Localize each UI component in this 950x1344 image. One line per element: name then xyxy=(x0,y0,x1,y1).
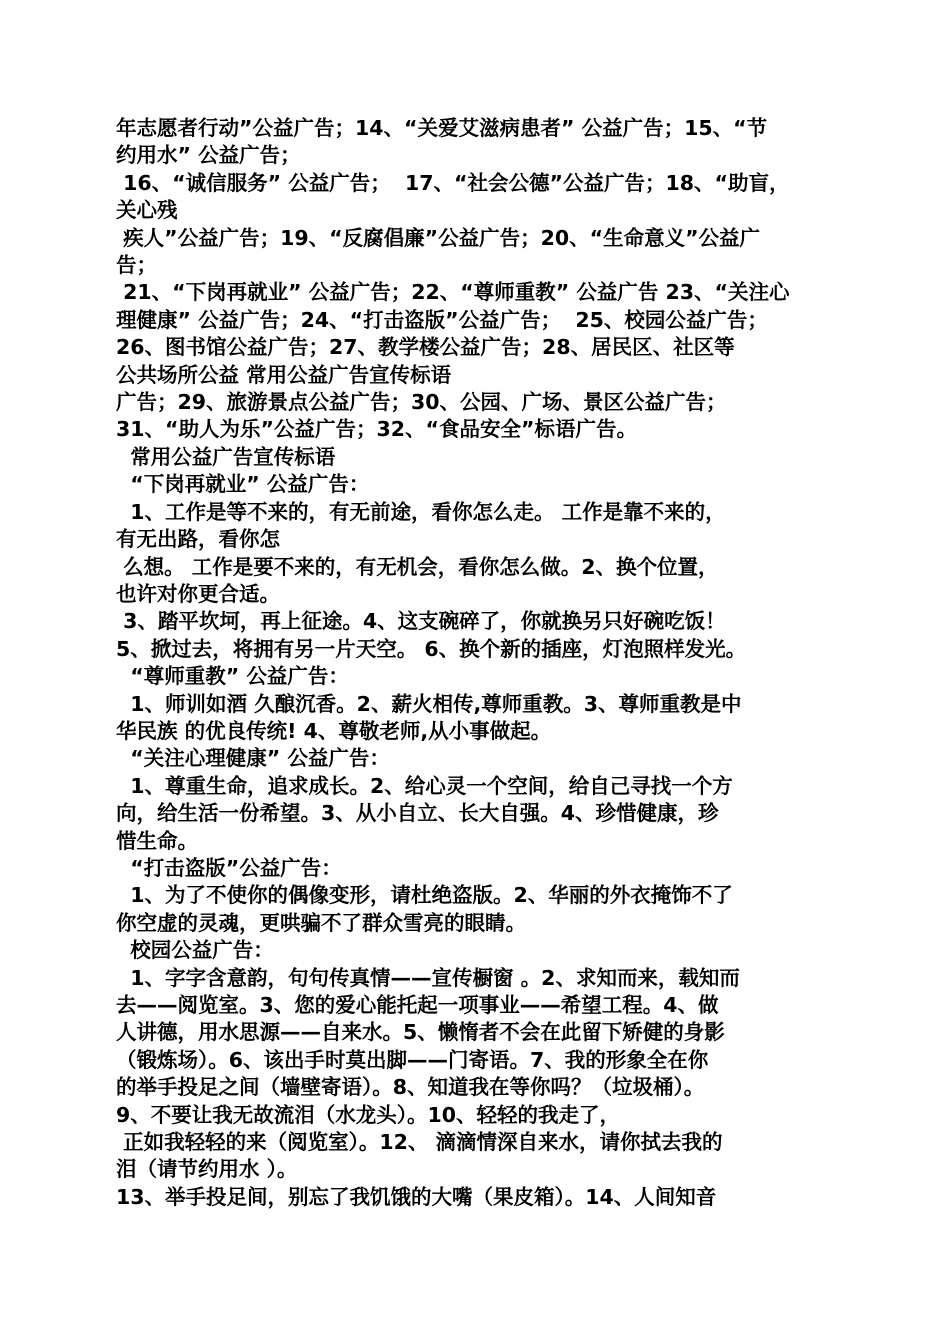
text-line: 3、踏平坎坷，再上征途。4、这支碗碎了，你就换另只好碗吃饭！ xyxy=(116,609,726,634)
text-line: 也许对你更合适。 xyxy=(116,581,280,606)
text-line: 告； xyxy=(116,253,157,278)
text-line: 疾人”公益广告；19、“反腐倡廉”公益广告；20、“生命意义”公益广 xyxy=(116,225,761,250)
text-line: 1、字字含意韵，句句传真情——宣传橱窗 。2、求知而来，载知而 xyxy=(116,965,740,990)
text-line: 9、不要让我无故流泪（水龙头）。10、轻轻的我走了， xyxy=(116,1102,621,1127)
text-line: 惜生命。 xyxy=(116,828,198,853)
text-line: 26、图书馆公益广告；27、教学楼公益广告；28、居民区、社区等 xyxy=(116,335,735,360)
text-line: 约用水” 公益广告； xyxy=(116,143,301,168)
text-line: 么想。 工作是要不来的，有无机会，看你怎么做。2、换个位置， xyxy=(116,554,719,579)
text-line: 的举手投足之间（墙壁寄语）。8、知道我在等你吗？（垃圾桶）。 xyxy=(116,1075,705,1100)
section-heading: “打击盗版”公益广告： xyxy=(116,855,342,880)
text-line: 你空虚的灵魂，更哄骗不了群众雪亮的眼睛。 xyxy=(116,910,526,935)
section-heading: “尊师重教” 公益广告： xyxy=(116,664,349,689)
text-line: 21、“下岗再就业” 公益广告；22、“尊师重教” 公益广告 23、“关注心 xyxy=(116,280,790,305)
text-line: 泪（请节约用水 ）。 xyxy=(116,1157,298,1182)
text-line: 有无出路，看你怎 xyxy=(116,527,280,552)
text-line: 广告；29、旅游景点公益广告；30、公园、广场、景区公益广告； xyxy=(116,390,727,415)
text-line: 1、尊重生命，追求成长。2、给心灵一个空间，给自己寻找一个方 xyxy=(116,773,733,798)
text-line: 1、师训如酒 久酿沉香。2、薪火相传,尊师重教。3、尊师重教是中 xyxy=(116,691,742,716)
text-line: 理健康” 公益广告；24、“打击盗版”公益广告； 25、校园公益广告； xyxy=(116,307,768,332)
text-line: 1、工作是等不来的，有无前途，看你怎么走。 工作是靠不来的， xyxy=(116,499,726,524)
section-heading: “关注心理健康” 公益广告： xyxy=(116,746,390,771)
text-line: 16、“诚信服务” 公益广告； 17、“社会公德”公益广告；18、“助盲， xyxy=(116,170,790,195)
text-line: 公共场所公益 常用公益广告宣传标语 xyxy=(116,362,452,387)
text-line: 13、举手投足间，别忘了我饥饿的大嘴（果皮箱）。14、人间知音 xyxy=(116,1184,717,1209)
section-heading: 校园公益广告： xyxy=(116,938,274,963)
text-line: 1、为了不使你的偶像变形，请杜绝盗版。2、华丽的外衣掩饰不了 xyxy=(116,883,733,908)
section-heading: 常用公益广告宣传标语 xyxy=(116,444,336,469)
text-line: （锻炼场）。6、该出手时莫出脚——门寄语。7、我的形象全在你 xyxy=(116,1047,709,1072)
text-line: 关心残 xyxy=(116,198,178,223)
text-line: 5、掀过去，将拥有另一片天空。 6、换个新的插座，灯泡照样发光。 xyxy=(116,636,747,661)
text-line: 去——阅览室。3、您的爱心能托起一项事业——希望工程。4、做 xyxy=(116,993,719,1017)
document-body xyxy=(116,115,836,1211)
text-line: 正如我轻轻的来（阅览室）。12、 滴滴情深自来水，请你拭去我的 xyxy=(116,1130,723,1155)
text-line: 人讲德，用水思源——自来水。5、懒惰者不会在此留下矫健的身影 xyxy=(116,1020,725,1045)
text-line: 31、“助人为乐”公益广告；32、“食品安全”标语广告。 xyxy=(116,417,637,442)
text-line: 向，给生活一份希望。3、从小自立、长大自强。4、珍惜健康，珍 xyxy=(116,801,719,826)
text-line: 年志愿者行动”公益广告；14、“关爱艾滋病患者” 公益广告；15、“节 xyxy=(116,116,768,140)
section-heading: “下岗再就业” 公益广告： xyxy=(116,472,370,497)
text-line: 华民族 的优良传统! 4、尊敬老师,从小事做起。 xyxy=(116,718,552,743)
